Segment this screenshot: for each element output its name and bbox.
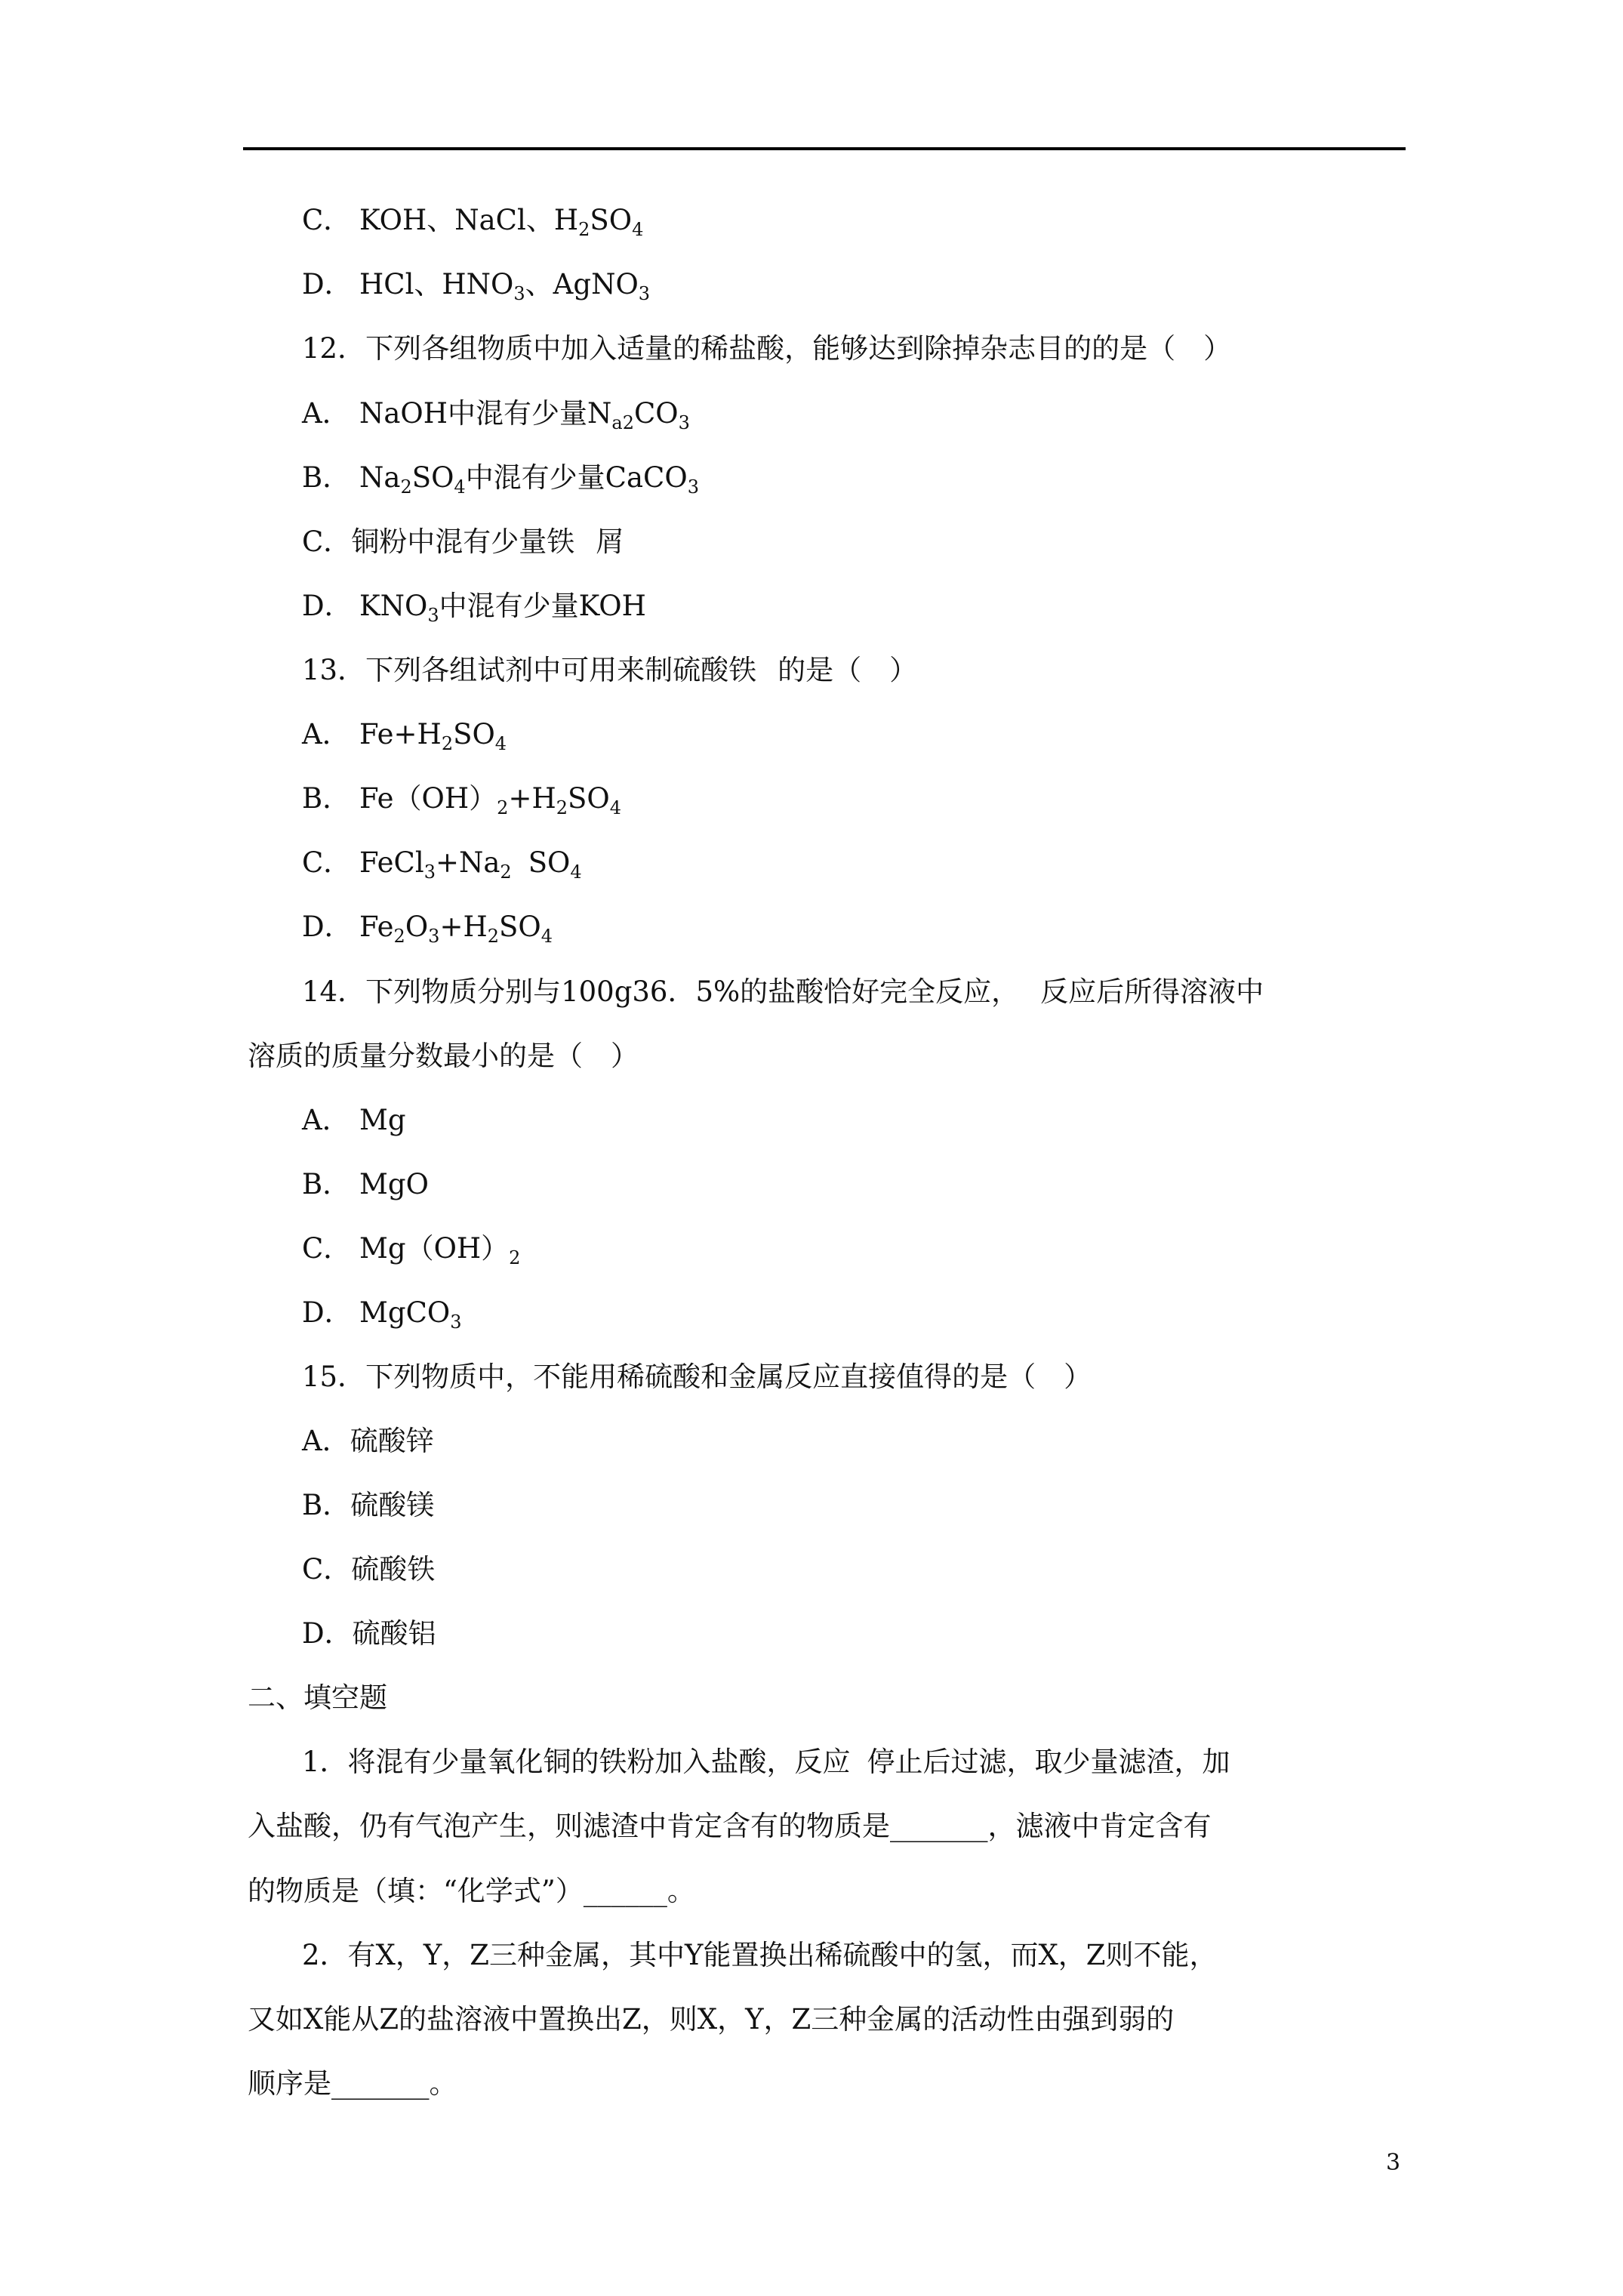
q12-option-b: B． $Na_2SO_4$中混有少量CaCO$_3$ (302, 459, 699, 497)
q14-option-b: B． MgO (302, 1166, 429, 1203)
option-label: D． (302, 911, 353, 943)
q12-stem: 12．下列各组物质中加入适量的稀盐酸，能够达到除掉杂志目的的是（ ） (302, 332, 1232, 365)
option-label: D． (302, 1296, 353, 1329)
q14-stem-line2: 溶质的质量分数最小的是（ ） (248, 1040, 639, 1072)
option-label: C． (302, 846, 352, 879)
q15-option-b: B．硫酸镁 (302, 1489, 435, 1521)
q11-option-d: D． HCl、$HNO_3$、AgNO$_3$ (302, 266, 650, 304)
section-title: 二、填空题 (248, 1681, 387, 1714)
option-label: B． (302, 1168, 351, 1200)
q14-stem-line1: 14．下列物质分别与100g36．5%的盐酸恰好完全反应， 反应后所得溶液中 (302, 975, 1264, 1008)
option-label: A． (302, 718, 350, 750)
page-number: 3 (1386, 2150, 1401, 2176)
q14-option-d: D． MgCO$_3$ (302, 1294, 462, 1332)
q13-option-c: C． $FeCl_3+Na_2$ $SO_4$ (302, 844, 582, 882)
header-rule (243, 147, 1406, 150)
q11-option-c: C． KOH、NaCl、$H_2SO_4$ (302, 202, 643, 239)
fill-q1-line1: 1．将混有少量氧化铜的铁粉加入盐酸，反应 停止后过滤，取少量滤渣，加 (302, 1746, 1230, 1778)
fill-q2-line2: 又如X能从Z的盐溶液中置换出Z，则X，Y，Z三种金属的活动性由强到弱的 (248, 2003, 1175, 2036)
q13-option-b: B． $Fe(OH)_2+H_2SO_4$ (302, 780, 621, 818)
option-label: B． (302, 461, 351, 494)
q12-option-c: C．铜粉中混有少量铁 屑 (302, 525, 624, 558)
option-label: C． (302, 1232, 352, 1265)
q13-option-d: D． $Fe_2O_3+H_2SO_4$ (302, 908, 553, 946)
option-label: B． (302, 782, 351, 815)
q14-option-a: A． Mg (302, 1102, 406, 1139)
option-label: C． (302, 525, 352, 558)
q15-option-d: D．硫酸铝 (302, 1617, 436, 1650)
q13-option-a: A． $Fe+H_2SO_4$ (302, 716, 507, 754)
fill-q2-line1: 2．有X，Y，Z三种金属，其中Y能置换出稀硫酸中的氢，而X，Z则不能， (302, 1939, 1218, 1971)
q12-option-a: A． NaOH中混有少量$N_{a2}CO_3$ (302, 395, 690, 433)
q15-option-c: C．硫酸铁 (302, 1553, 436, 1586)
q13-stem: 13．下列各组试剂中可用来制硫酸铁 的是（ ） (302, 654, 918, 686)
option-label: C． (302, 204, 352, 236)
fill-q2-line3: 顺序是_______。 (248, 2067, 457, 2100)
fill-q1-line2: 入盐酸，仍有气泡产生，则滤渣中肯定含有的物质是_______，滤液中肯定含有 (248, 1810, 1212, 1842)
q15-stem: 15．下列物质中，不能用稀硫酸和金属反应直接值得的是（ ） (302, 1361, 1092, 1393)
q12-option-d: D． $KNO_3$中混有少量KOH (302, 587, 646, 625)
option-label: A． (302, 397, 350, 430)
q14-option-c: C． $Mg(OH)_2$ (302, 1230, 520, 1268)
option-label: D． (302, 268, 353, 300)
option-label: A． (302, 1104, 350, 1136)
q15-option-a: A．硫酸锌 (302, 1425, 434, 1457)
fill-q1-line3: 的物质是（填：“化学式”）______。 (248, 1875, 695, 1907)
option-label: D． (302, 590, 353, 622)
